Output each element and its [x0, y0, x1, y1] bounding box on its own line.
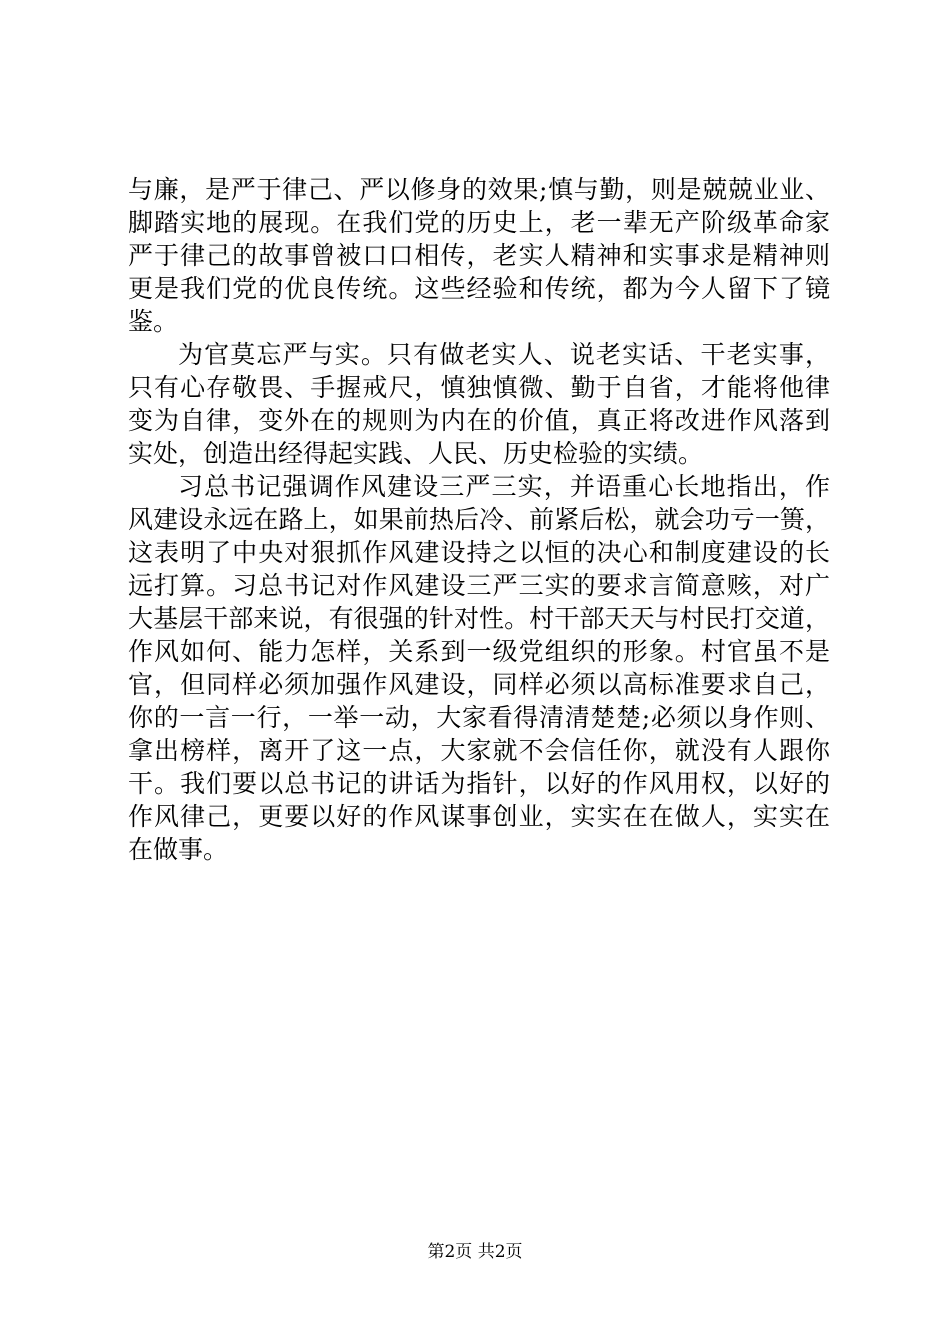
text-line: 习总书记强调作风建设三严三实，并语重心长地指出，作	[178, 472, 830, 501]
text-line: 脚踏实地的展现。在我们党的历史上，老一辈无产阶级革命家	[128, 208, 830, 237]
text-line: 干。我们要以总书记的讲话为指针，以好的作风用权，以好的	[128, 769, 830, 798]
text-line: 大基层干部来说，有很强的针对性。村干部天天与村民打交道，	[128, 604, 830, 633]
text-line: 更是我们党的优良传统。这些经验和传统，都为今人留下了镜	[128, 274, 830, 303]
text-line: 这表明了中央对狠抓作风建设持之以恒的决心和制度建设的长	[128, 538, 830, 567]
text-line: 作风如何、能力怎样，关系到一级党组织的形象。村官虽不是	[128, 637, 830, 666]
text-line: 实处，创造出经得起实践、人民、历史检验的实绩。	[128, 439, 704, 468]
text-line: 变为自律，变外在的规则为内在的价值，真正将改进作风落到	[128, 406, 830, 435]
text-line: 与廉，是严于律己、严以修身的效果;慎与勤，则是兢兢业业、	[128, 175, 830, 204]
text-line: 为官莫忘严与实。只有做老实人、说老实话、干老实事，	[178, 340, 830, 369]
text-line: 只有心存敬畏、手握戒尺，慎独慎微、勤于自省，才能将他律	[128, 373, 830, 402]
text-line: 你的一言一行，一举一动，大家看得清清楚楚;必须以身作则、	[128, 703, 830, 732]
paragraph-2	[128, 338, 830, 470]
text-line: 在做事。	[128, 835, 229, 864]
text-line: 鉴。	[128, 307, 179, 336]
text-line: 远打算。习总书记对作风建设三严三实的要求言简意赅，对广	[128, 571, 830, 600]
document-body	[128, 173, 830, 866]
paragraph-3	[128, 470, 830, 866]
text-line: 风建设永远在路上，如果前热后冷、前紧后松，就会功亏一篑，	[128, 505, 830, 534]
paragraph-1	[128, 173, 830, 338]
page-number-footer: 第2页 共2页	[427, 1242, 523, 1262]
text-line: 作风律己，更要以好的作风谋事创业，实实在在做人，实实在	[128, 802, 830, 831]
text-line: 官，但同样必须加强作风建设，同样必须以高标准要求自己，	[128, 670, 830, 699]
text-line: 拿出榜样，离开了这一点，大家就不会信任你，就没有人跟你	[128, 736, 830, 765]
text-line: 严于律己的故事曾被口口相传，老实人精神和实事求是精神则	[128, 241, 830, 270]
